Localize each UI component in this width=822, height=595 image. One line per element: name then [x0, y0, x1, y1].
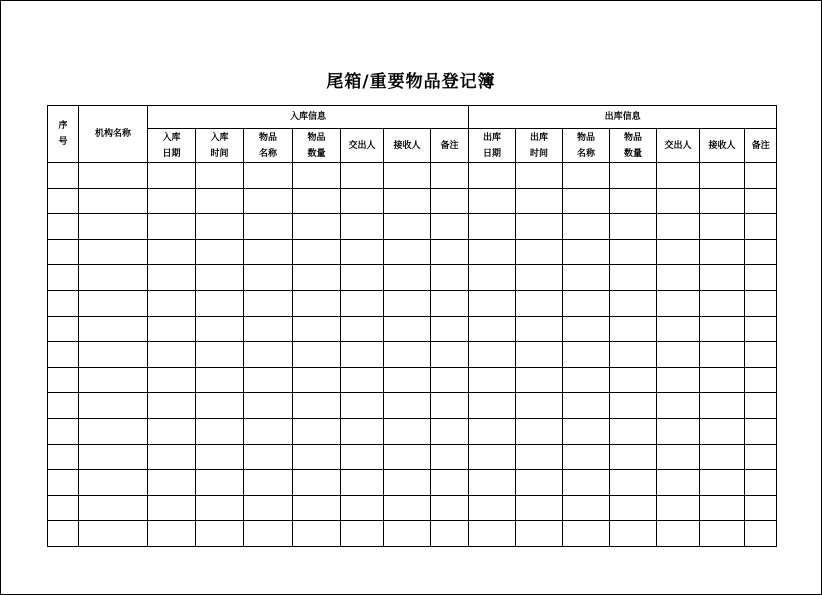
table-cell[interactable]: [469, 239, 516, 265]
table-cell[interactable]: [469, 521, 516, 547]
table-cell[interactable]: [469, 393, 516, 419]
table-cell[interactable]: [431, 265, 469, 291]
table-cell[interactable]: [293, 342, 341, 368]
table-cell[interactable]: [148, 342, 196, 368]
in-item-name-header: 物品 名称: [244, 129, 293, 163]
table-row: [48, 239, 777, 265]
table-cell[interactable]: [431, 342, 469, 368]
table-cell[interactable]: [610, 163, 657, 189]
table-cell[interactable]: [196, 188, 244, 214]
table-cell[interactable]: [79, 239, 148, 265]
table-cell[interactable]: [516, 163, 563, 189]
table-cell[interactable]: [384, 367, 431, 393]
table-cell[interactable]: [431, 470, 469, 496]
table-cell[interactable]: [745, 495, 777, 521]
table-cell[interactable]: [657, 521, 700, 547]
table-cell[interactable]: [700, 188, 745, 214]
table-cell[interactable]: [341, 290, 384, 316]
table-cell[interactable]: [244, 418, 293, 444]
table-cell[interactable]: [244, 265, 293, 291]
table-cell[interactable]: [196, 214, 244, 240]
table-cell[interactable]: [657, 393, 700, 419]
table-cell[interactable]: [657, 444, 700, 470]
table-cell[interactable]: [196, 163, 244, 189]
table-cell[interactable]: [516, 444, 563, 470]
table-cell[interactable]: [293, 521, 341, 547]
table-cell[interactable]: [657, 495, 700, 521]
table-cell[interactable]: [657, 418, 700, 444]
table-cell[interactable]: [48, 495, 79, 521]
table-cell[interactable]: [657, 290, 700, 316]
table-cell[interactable]: [196, 265, 244, 291]
table-cell[interactable]: [563, 444, 610, 470]
table-cell[interactable]: [431, 214, 469, 240]
table-cell[interactable]: [148, 265, 196, 291]
table-cell[interactable]: [563, 521, 610, 547]
table-cell[interactable]: [700, 316, 745, 342]
table-cell[interactable]: [700, 163, 745, 189]
table-cell[interactable]: [196, 418, 244, 444]
page-title: 尾箱/重要物品登记簿: [326, 72, 496, 92]
table-cell[interactable]: [244, 367, 293, 393]
table-cell[interactable]: [196, 342, 244, 368]
table-row: [48, 444, 777, 470]
table-cell[interactable]: [610, 444, 657, 470]
table-cell[interactable]: [196, 367, 244, 393]
out-item-qty-header: 物品 数量: [610, 129, 657, 163]
table-cell[interactable]: [563, 367, 610, 393]
table-cell[interactable]: [148, 239, 196, 265]
table-row: [48, 316, 777, 342]
table-cell[interactable]: [563, 342, 610, 368]
table-cell[interactable]: [148, 367, 196, 393]
table-cell[interactable]: [148, 521, 196, 547]
table-cell[interactable]: [516, 290, 563, 316]
table-cell[interactable]: [293, 393, 341, 419]
table-cell[interactable]: [657, 316, 700, 342]
table-cell[interactable]: [79, 521, 148, 547]
table-cell[interactable]: [563, 239, 610, 265]
table-cell[interactable]: [79, 393, 148, 419]
org-name-header: 机构名称: [79, 106, 148, 163]
table-cell[interactable]: [341, 316, 384, 342]
table-cell[interactable]: [657, 239, 700, 265]
table-cell[interactable]: [700, 393, 745, 419]
table-cell[interactable]: [196, 239, 244, 265]
table-cell[interactable]: [469, 188, 516, 214]
table-cell[interactable]: [293, 444, 341, 470]
table-cell[interactable]: [384, 290, 431, 316]
table-cell[interactable]: [148, 316, 196, 342]
table-row: [48, 495, 777, 521]
table-cell[interactable]: [745, 265, 777, 291]
table-cell[interactable]: [79, 342, 148, 368]
table-row: [48, 521, 777, 547]
table-cell[interactable]: [341, 367, 384, 393]
table-cell[interactable]: [563, 188, 610, 214]
table-cell[interactable]: [48, 239, 79, 265]
table-cell[interactable]: [79, 444, 148, 470]
table-cell[interactable]: [610, 393, 657, 419]
table-cell[interactable]: [431, 495, 469, 521]
table-row: [48, 163, 777, 189]
table-cell[interactable]: [469, 214, 516, 240]
table-cell[interactable]: [516, 239, 563, 265]
table-cell[interactable]: [610, 239, 657, 265]
table-cell[interactable]: [48, 214, 79, 240]
table-cell[interactable]: [244, 444, 293, 470]
table-cell[interactable]: [563, 214, 610, 240]
table-cell[interactable]: [384, 239, 431, 265]
table-cell[interactable]: [293, 290, 341, 316]
table-cell[interactable]: [745, 342, 777, 368]
table-cell[interactable]: [244, 470, 293, 496]
table-cell[interactable]: [700, 444, 745, 470]
in-receiver-header: 接收人: [384, 129, 431, 163]
table-cell[interactable]: [516, 367, 563, 393]
table-cell[interactable]: [657, 265, 700, 291]
table-cell[interactable]: [293, 495, 341, 521]
table-cell[interactable]: [148, 470, 196, 496]
table-cell[interactable]: [148, 393, 196, 419]
serial-header: 序号: [48, 106, 79, 163]
table-cell[interactable]: [384, 521, 431, 547]
table-cell[interactable]: [610, 316, 657, 342]
table-cell[interactable]: [516, 342, 563, 368]
out-item-name-header: 物品 名称: [563, 129, 610, 163]
table-cell[interactable]: [610, 521, 657, 547]
table-cell[interactable]: [148, 418, 196, 444]
table-cell[interactable]: [48, 290, 79, 316]
table-cell[interactable]: [745, 163, 777, 189]
table-cell[interactable]: [196, 316, 244, 342]
table-cell[interactable]: [48, 393, 79, 419]
table-cell[interactable]: [469, 495, 516, 521]
table-cell[interactable]: [745, 239, 777, 265]
table-cell[interactable]: [745, 316, 777, 342]
table-cell[interactable]: [196, 470, 244, 496]
in-date-header: 入库 日期: [148, 129, 196, 163]
table-cell[interactable]: [516, 188, 563, 214]
table-cell[interactable]: [196, 290, 244, 316]
table-cell[interactable]: [48, 470, 79, 496]
table-cell[interactable]: [431, 393, 469, 419]
table-cell[interactable]: [196, 495, 244, 521]
table-cell[interactable]: [148, 444, 196, 470]
table-cell[interactable]: [700, 239, 745, 265]
out-date-header: 出库 日期: [469, 129, 516, 163]
table-cell[interactable]: [516, 316, 563, 342]
table-cell[interactable]: [384, 214, 431, 240]
table-cell[interactable]: [244, 163, 293, 189]
table-cell[interactable]: [341, 214, 384, 240]
table-cell[interactable]: [516, 495, 563, 521]
table-cell[interactable]: [516, 470, 563, 496]
table-cell[interactable]: [700, 495, 745, 521]
table-cell[interactable]: [293, 265, 341, 291]
table-cell[interactable]: [469, 470, 516, 496]
table-cell[interactable]: [384, 444, 431, 470]
in-remarks-header: 备注: [431, 129, 469, 163]
table-cell[interactable]: [244, 188, 293, 214]
table-cell[interactable]: [700, 418, 745, 444]
table-cell[interactable]: [745, 367, 777, 393]
in-item-qty-header: 物品 数量: [293, 129, 341, 163]
table-cell[interactable]: [431, 444, 469, 470]
table-cell[interactable]: [657, 342, 700, 368]
header-row-top: [48, 106, 777, 129]
table-cell[interactable]: [341, 239, 384, 265]
table-cell[interactable]: [610, 342, 657, 368]
table-cell[interactable]: [610, 418, 657, 444]
table-cell[interactable]: [431, 239, 469, 265]
table-row: [48, 418, 777, 444]
out-receiver-header: 接收人: [700, 129, 745, 163]
table-cell[interactable]: [745, 290, 777, 316]
table-cell[interactable]: [700, 521, 745, 547]
register-table: [47, 105, 777, 547]
table-cell[interactable]: [431, 316, 469, 342]
table-cell[interactable]: [700, 290, 745, 316]
table-cell[interactable]: [745, 470, 777, 496]
out-remarks-header: 备注: [745, 129, 777, 163]
table-cell[interactable]: [657, 367, 700, 393]
table-cell[interactable]: [341, 418, 384, 444]
table-cell[interactable]: [244, 316, 293, 342]
table-cell[interactable]: [148, 214, 196, 240]
table-cell[interactable]: [516, 521, 563, 547]
table-cell[interactable]: [431, 367, 469, 393]
table-cell[interactable]: [516, 214, 563, 240]
table-cell[interactable]: [563, 470, 610, 496]
table-cell[interactable]: [563, 290, 610, 316]
table-row: [48, 470, 777, 496]
table-cell[interactable]: [293, 367, 341, 393]
table-cell[interactable]: [469, 163, 516, 189]
table-cell[interactable]: [293, 316, 341, 342]
table-cell[interactable]: [79, 367, 148, 393]
table-cell[interactable]: [196, 521, 244, 547]
table-cell[interactable]: [79, 316, 148, 342]
table-cell[interactable]: [469, 265, 516, 291]
table-cell[interactable]: [563, 495, 610, 521]
table-cell[interactable]: [79, 495, 148, 521]
table-cell[interactable]: [610, 290, 657, 316]
table-cell[interactable]: [745, 214, 777, 240]
table-cell[interactable]: [79, 188, 148, 214]
table-cell[interactable]: [79, 418, 148, 444]
table-cell[interactable]: [469, 367, 516, 393]
table-cell[interactable]: [516, 265, 563, 291]
table-cell[interactable]: [293, 418, 341, 444]
table-row: [48, 342, 777, 368]
table-cell[interactable]: [469, 290, 516, 316]
table-cell[interactable]: [48, 418, 79, 444]
table-cell[interactable]: [48, 188, 79, 214]
table-cell[interactable]: [657, 214, 700, 240]
table-cell[interactable]: [148, 188, 196, 214]
table-cell[interactable]: [610, 214, 657, 240]
in-deliverer-header: 交出人: [341, 129, 384, 163]
table-cell[interactable]: [48, 265, 79, 291]
table-cell[interactable]: [431, 163, 469, 189]
register-body: [48, 163, 777, 547]
table-cell[interactable]: [431, 290, 469, 316]
table-cell[interactable]: [79, 290, 148, 316]
in-time-header: 入库 时间: [196, 129, 244, 163]
table-cell[interactable]: [384, 495, 431, 521]
table-cell[interactable]: [244, 239, 293, 265]
out-group-header: 出库信息: [469, 106, 777, 129]
table-cell[interactable]: [244, 495, 293, 521]
table-cell[interactable]: [516, 393, 563, 419]
table-cell[interactable]: [79, 265, 148, 291]
table-cell[interactable]: [148, 495, 196, 521]
table-cell[interactable]: [384, 188, 431, 214]
table-cell[interactable]: [657, 470, 700, 496]
table-cell[interactable]: [48, 316, 79, 342]
table-row: [48, 367, 777, 393]
table-cell[interactable]: [384, 470, 431, 496]
table-cell[interactable]: [610, 470, 657, 496]
table-cell[interactable]: [79, 214, 148, 240]
table-cell[interactable]: [700, 342, 745, 368]
table-cell[interactable]: [341, 342, 384, 368]
out-time-header: 出库 时间: [516, 129, 563, 163]
table-cell[interactable]: [563, 316, 610, 342]
table-cell[interactable]: [469, 342, 516, 368]
table-cell[interactable]: [700, 265, 745, 291]
out-deliverer-header: 交出人: [657, 129, 700, 163]
header-row-sub: [48, 129, 777, 163]
table-row: [48, 188, 777, 214]
table-cell[interactable]: [384, 393, 431, 419]
table-cell[interactable]: [79, 163, 148, 189]
table-cell[interactable]: [469, 316, 516, 342]
table-cell[interactable]: [563, 393, 610, 419]
table-cell[interactable]: [341, 393, 384, 419]
table-cell[interactable]: [244, 342, 293, 368]
table-cell[interactable]: [563, 418, 610, 444]
table-cell[interactable]: [745, 188, 777, 214]
table-cell[interactable]: [341, 163, 384, 189]
table-cell[interactable]: [384, 418, 431, 444]
table-cell[interactable]: [196, 444, 244, 470]
table-cell[interactable]: [244, 521, 293, 547]
table-cell[interactable]: [563, 265, 610, 291]
table-cell[interactable]: [79, 470, 148, 496]
table-cell[interactable]: [745, 444, 777, 470]
table-cell[interactable]: [341, 444, 384, 470]
table-cell[interactable]: [341, 265, 384, 291]
table-cell[interactable]: [341, 521, 384, 547]
table-cell[interactable]: [384, 342, 431, 368]
table-row: [48, 265, 777, 291]
table-row: [48, 290, 777, 316]
table-cell[interactable]: [293, 214, 341, 240]
table-cell[interactable]: [431, 521, 469, 547]
table-cell[interactable]: [610, 367, 657, 393]
table-cell[interactable]: [469, 418, 516, 444]
table-cell[interactable]: [293, 188, 341, 214]
table-cell[interactable]: [148, 290, 196, 316]
table-cell[interactable]: [610, 495, 657, 521]
table-cell[interactable]: [700, 367, 745, 393]
table-row: [48, 393, 777, 419]
table-cell[interactable]: [244, 214, 293, 240]
table-cell[interactable]: [244, 290, 293, 316]
table-cell[interactable]: [384, 265, 431, 291]
table-cell[interactable]: [341, 495, 384, 521]
table-cell[interactable]: [610, 188, 657, 214]
in-group-header: 入库信息: [148, 106, 469, 129]
table-cell[interactable]: [341, 470, 384, 496]
table-cell[interactable]: [516, 418, 563, 444]
table-cell[interactable]: [431, 418, 469, 444]
table-cell[interactable]: [745, 521, 777, 547]
table-row: [48, 214, 777, 240]
table-cell[interactable]: [384, 316, 431, 342]
table-cell[interactable]: [48, 444, 79, 470]
table-cell[interactable]: [657, 188, 700, 214]
table-cell[interactable]: [48, 342, 79, 368]
table-cell[interactable]: [293, 163, 341, 189]
table-cell[interactable]: [48, 367, 79, 393]
table-cell[interactable]: [293, 239, 341, 265]
table-cell[interactable]: [563, 163, 610, 189]
table-cell[interactable]: [244, 393, 293, 419]
table-cell[interactable]: [384, 163, 431, 189]
table-cell[interactable]: [48, 163, 79, 189]
table-cell[interactable]: [700, 214, 745, 240]
table-cell[interactable]: [341, 188, 384, 214]
table-cell[interactable]: [745, 393, 777, 419]
table-cell[interactable]: [700, 470, 745, 496]
table-cell[interactable]: [745, 418, 777, 444]
table-cell[interactable]: [610, 265, 657, 291]
table-cell[interactable]: [657, 163, 700, 189]
table-cell[interactable]: [293, 470, 341, 496]
table-cell[interactable]: [196, 393, 244, 419]
table-cell[interactable]: [431, 188, 469, 214]
table-cell[interactable]: [48, 521, 79, 547]
table-cell[interactable]: [148, 163, 196, 189]
table-cell[interactable]: [469, 444, 516, 470]
